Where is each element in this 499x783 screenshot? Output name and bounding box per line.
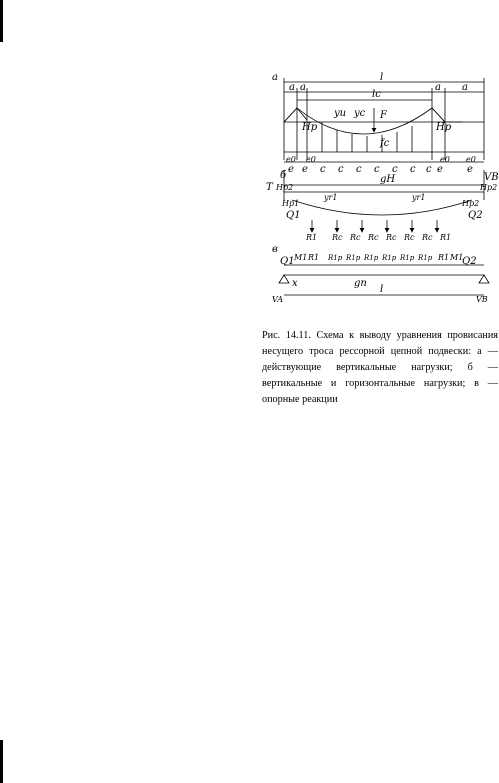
label-yr1-right: yr1 [412, 193, 426, 202]
label-e-1: e [288, 164, 294, 175]
label-c-2: c [338, 164, 344, 175]
label-Q2-c: Q2 [462, 256, 477, 267]
label-R1-b-right: R1 [440, 233, 452, 242]
label-Rc-6: Rc [422, 233, 433, 242]
label-Rc-4: Rc [386, 233, 397, 242]
label-x: x [292, 278, 298, 289]
label-M1-c-right: M1 [450, 253, 464, 262]
label-c-1: c [320, 164, 326, 175]
label-Hp2-lower: Hp2 [462, 199, 480, 208]
label-e0-2: e0 [306, 155, 316, 164]
label-e-3: e [437, 164, 443, 175]
label-Hp1: Hp1 [282, 199, 300, 208]
label-R1p-3: R1p [364, 254, 379, 262]
label-yc: yc [354, 108, 366, 119]
label-c-4: c [374, 164, 380, 175]
label-M1-c-left: M1 [294, 253, 308, 262]
label-VB-c: VB [476, 295, 488, 304]
support-right-c [479, 275, 489, 283]
label-Hp-left: Hp [302, 122, 318, 133]
dim-label-lc: lc [372, 89, 381, 100]
label-T: T [266, 182, 273, 193]
label-e0-3: e0 [440, 155, 450, 164]
dim-label-a-4: a [462, 82, 468, 93]
dim-label-a-2: a [300, 82, 306, 93]
label-Hp-right: Hp [436, 122, 452, 133]
panel-label-c: в [272, 244, 278, 255]
dim-label-l: l [380, 72, 384, 83]
label-Rc-2: Rc [350, 233, 361, 242]
label-Q2-b: Q2 [468, 210, 483, 221]
label-R1p-6: R1p [418, 254, 433, 262]
panel-label-b: б [280, 170, 287, 181]
label-R1p-4: R1p [382, 254, 397, 262]
label-c-6: c [410, 164, 416, 175]
figure-caption: Рис. 14.11. Схема к выводу уравнения провисания несущего троса рессорной цепной подвески: а — действующие вертикальные нагрузки; б — вертикальные и горизонтальные нагрузки; в — опорные реакции [262, 330, 498, 406]
label-gH: gH [380, 174, 396, 185]
panel-label-a: a [272, 72, 278, 83]
label-e-4: e [467, 164, 473, 175]
label-R1p-5: R1p [400, 254, 415, 262]
label-Q1-b: Q1 [286, 210, 301, 221]
label-gn: gn [354, 278, 367, 289]
label-Hp2-left: Hp2 [276, 183, 294, 192]
label-e0-4: e0 [466, 155, 476, 164]
label-VA: VA [272, 295, 284, 304]
label-F: F [380, 110, 387, 121]
label-yu: yu [334, 108, 347, 119]
label-e0-1: e0 [286, 155, 296, 164]
label-Q1-c: Q1 [280, 256, 295, 267]
label-fc: fc [380, 138, 390, 149]
page-edge-line-top [0, 0, 3, 42]
catenary-diagram [262, 70, 499, 310]
label-Hp2-right: Hp2 [480, 183, 498, 192]
label-c-5: c [392, 164, 398, 175]
dim-label-a-3: a [435, 82, 441, 93]
label-R1p-2: R1p [346, 254, 361, 262]
label-VB: VB [484, 172, 499, 183]
label-R1-c-right: R1 [438, 253, 450, 262]
label-R1p-1: R1p [328, 254, 343, 262]
label-Rc-1: Rc [332, 233, 343, 242]
label-yr1-left: yr1 [324, 193, 338, 202]
label-c-7: c [426, 164, 432, 175]
label-l-c: l [380, 284, 384, 295]
page-edge-line-bottom [0, 740, 3, 783]
support-left-c [279, 275, 289, 283]
label-R1-b-left: R1 [306, 233, 318, 242]
dim-label-a-1: a [289, 82, 295, 93]
cable-b [292, 200, 472, 215]
label-e-2: e [302, 164, 308, 175]
label-Rc-3: Rc [368, 233, 379, 242]
label-R1-c-left: R1 [308, 253, 320, 262]
label-c-3: c [356, 164, 362, 175]
label-Rc-5: Rc [404, 233, 415, 242]
